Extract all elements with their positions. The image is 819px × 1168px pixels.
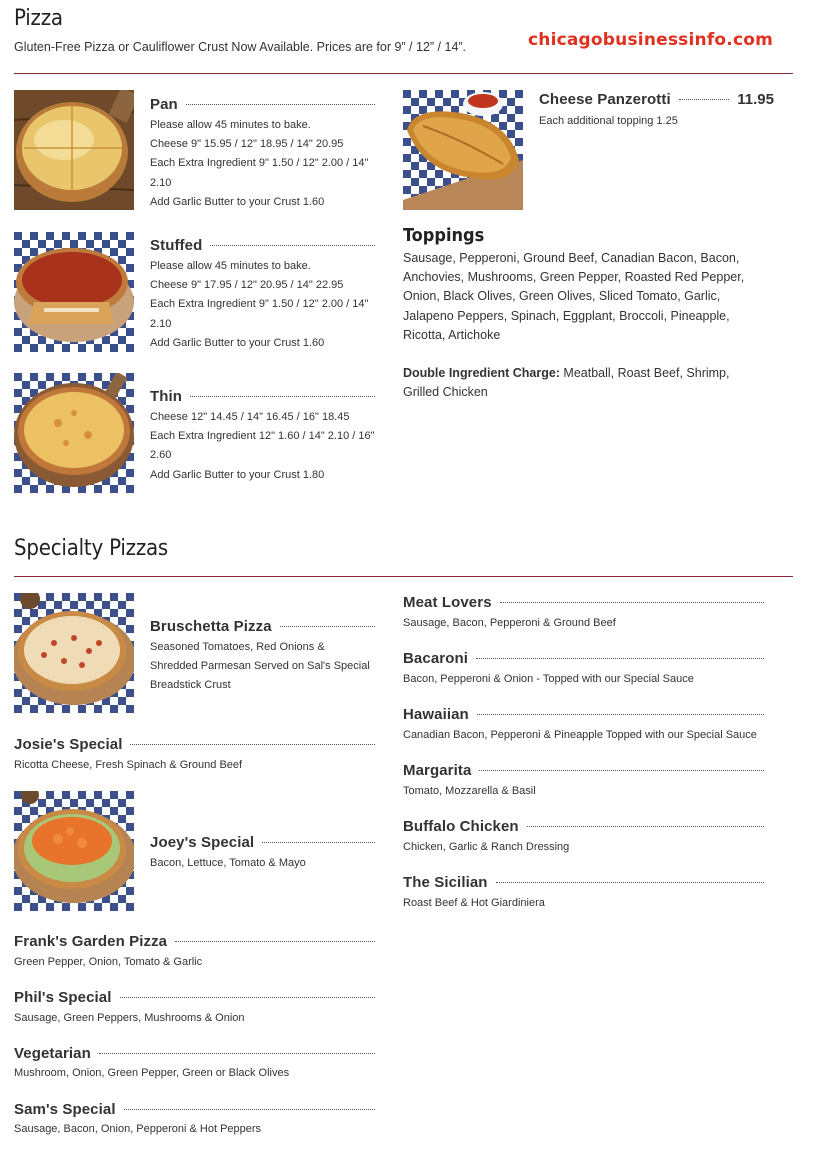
item-name: Buffalo Chicken — [403, 818, 519, 835]
menu-item-cheese-panzerotti — [539, 91, 774, 108]
bruschetta-description — [150, 638, 395, 696]
dot-leader — [210, 245, 375, 246]
bacaroni-description: Bacon, Pepperoni & Onion - Topped with our Special Sauce — [403, 673, 694, 685]
menu-item-bruschetta-pizza — [150, 618, 383, 635]
item-price: 11.95 — [737, 91, 774, 108]
menu-item-vegetarian — [14, 1045, 383, 1062]
dot-leader — [120, 997, 375, 998]
menu-item-sams-special — [14, 1101, 383, 1118]
menu-item-hawaiian — [403, 706, 772, 723]
item-name: Pan — [150, 96, 178, 113]
toppings-line: Onion, Black Olives, Green Olives, Sliced Tomato, Garlic, — [403, 289, 721, 304]
phils-special-description: Sausage, Green Peppers, Mushrooms & Onion — [14, 1012, 245, 1024]
desc-line: Each Extra Ingredient 9" 1.50 / 12" 2.00 / 14" — [150, 157, 369, 170]
specialty-section-divider — [14, 576, 793, 577]
desc-line: Each Extra Ingredient 9" 1.50 / 12" 2.00 / 14" — [150, 298, 369, 311]
menu-item-josies-special — [14, 736, 383, 753]
menu-item-margarita — [403, 762, 772, 779]
desc-line: Please allow 45 minutes to bake. — [150, 119, 311, 131]
thin-pizza-photo — [14, 373, 134, 493]
item-name: Phil's Special — [14, 989, 112, 1006]
pan-pizza-photo — [14, 90, 134, 210]
josies-special-description: Ricotta Cheese, Fresh Spinach & Ground Beef — [14, 759, 243, 771]
meat-lovers-description: Sausage, Bacon, Pepperoni & Ground Beef — [403, 617, 616, 629]
item-name: The Sicilian — [403, 874, 488, 891]
desc-line: 2.60 — [150, 449, 172, 462]
menu-item-joeys-special — [150, 834, 383, 851]
menu-item-stuffed — [150, 237, 383, 254]
menu-item-buffalo-chicken — [403, 818, 772, 835]
desc-line: Cheese 12" 14.45 / 14" 16.45 / 16" 18.45 — [150, 411, 350, 423]
item-name: Sam's Special — [14, 1101, 116, 1118]
panzerotti-photo — [403, 90, 523, 210]
item-name: Josie's Special — [14, 736, 123, 753]
dot-leader — [124, 1109, 375, 1110]
vegetarian-description: Mushroom, Onion, Green Pepper, Green or Black Olives — [14, 1067, 290, 1079]
dot-leader — [186, 104, 375, 105]
item-name: Meat Lovers — [403, 594, 492, 611]
item-name: Vegetarian — [14, 1045, 91, 1062]
site-watermark[interactable]: chicagobusinessinfo.com — [528, 30, 774, 50]
desc-line: Cheese 9" 15.95 / 12" 18.95 / 14" 20.95 — [150, 138, 344, 151]
desc-line: Breadstick Crust — [150, 679, 231, 692]
menu-item-bacaroni — [403, 650, 772, 667]
dot-leader — [679, 99, 730, 100]
desc-line: Shredded Parmesan Served on Sal's Special — [150, 660, 370, 673]
desc-line: 2.10 — [150, 317, 172, 330]
toppings-list — [403, 249, 783, 345]
pizza-section-divider — [14, 73, 793, 74]
menu-item-franks-garden-pizza — [14, 933, 383, 950]
menu-item-pan — [150, 96, 383, 113]
specialty-section-title: Specialty Pizzas — [14, 536, 169, 561]
dot-leader — [99, 1053, 375, 1054]
desc-line: Cheese 9" 17.95 / 12" 20.95 / 14" 22.95 — [150, 279, 344, 292]
panzerotti-description: Each additional topping 1.25 — [539, 115, 678, 127]
double-ingredient-label: Double Ingredient Charge: — [403, 366, 560, 380]
item-name: Bacaroni — [403, 650, 468, 667]
toppings-line: Ricotta, Artichoke — [403, 327, 501, 342]
desc-line: Add Garlic Butter to your Crust 1.60 — [150, 336, 325, 349]
toppings-line: Anchovies, Mushrooms, Green Pepper, Roasted Red Pepper, — [403, 270, 745, 285]
the-sicilian-description: Roast Beef & Hot Giardiniera — [403, 897, 545, 909]
margarita-description: Tomato, Mozzarella & Basil — [403, 785, 536, 797]
dot-leader — [500, 602, 764, 603]
dot-leader — [130, 744, 375, 745]
pizza-section-title: Pizza — [14, 6, 63, 31]
joeys-special-photo — [14, 791, 134, 911]
thin-description — [150, 408, 395, 485]
toppings-line: Jalapeno Peppers, Spinach, Eggplant, Broccoli, Pineapple, — [403, 308, 730, 323]
item-name: Bruschetta Pizza — [150, 618, 272, 635]
dot-leader — [190, 396, 375, 397]
dot-leader — [477, 714, 764, 715]
pizza-section-subtitle: Gluten-Free Pizza or Cauliflower Crust Now Available. Prices are for 9” / 12” / 14”. — [14, 40, 467, 54]
stuffed-description — [150, 257, 395, 353]
toppings-line: Sausage, Pepperoni, Ground Beef, Canadian Bacon, Bacon, — [403, 251, 740, 265]
bruschetta-pizza-photo — [14, 593, 134, 713]
stuffed-pizza-photo — [14, 232, 134, 352]
dot-leader — [280, 626, 375, 627]
buffalo-chicken-description: Chicken, Garlic & Ranch Dressing — [403, 841, 570, 853]
item-name: Stuffed — [150, 237, 203, 254]
desc-line: Add Garlic Butter to your Crust 1.80 — [150, 468, 325, 481]
item-name: Frank's Garden Pizza — [14, 933, 168, 950]
item-name: Joey's Special — [150, 834, 255, 851]
double-ingredient-items-2: Grilled Chicken — [403, 385, 488, 400]
desc-line: 2.10 — [150, 176, 172, 189]
item-name: Thin — [150, 388, 183, 405]
item-name: Margarita — [403, 762, 472, 779]
menu-item-the-sicilian — [403, 874, 772, 891]
joeys-special-description: Bacon, Lettuce, Tomato & Mayo — [150, 857, 306, 869]
franks-garden-description: Green Pepper, Onion, Tomato & Garlic — [14, 956, 203, 968]
dot-leader — [262, 842, 375, 843]
menu-item-thin — [150, 388, 383, 405]
double-ingredient-charge — [403, 364, 783, 402]
sams-special-description: Sausage, Bacon, Onion, Pepperoni & Hot Peppers — [14, 1123, 262, 1135]
dot-leader — [496, 882, 764, 883]
item-name: Cheese Panzerotti — [539, 91, 671, 108]
dot-leader — [527, 826, 764, 827]
dot-leader — [479, 770, 764, 771]
desc-line: Seasoned Tomatoes, Red Onions & — [150, 641, 325, 653]
desc-line: Please allow 45 minutes to bake. — [150, 260, 311, 272]
pan-description — [150, 116, 395, 212]
double-ingredient-items: Meatball, Roast Beef, Shrimp, — [559, 366, 730, 380]
desc-line: Each Extra Ingredient 12" 1.60 / 14" 2.10 / 16" — [150, 430, 375, 443]
item-name: Hawaiian — [403, 706, 469, 723]
menu-item-phils-special — [14, 989, 383, 1006]
dot-leader — [175, 941, 375, 942]
toppings-title: Toppings — [403, 225, 485, 246]
menu-item-meat-lovers — [403, 594, 772, 611]
hawaiian-description: Canadian Bacon, Pepperoni & Pineapple Topped with our Special Sauce — [403, 729, 757, 741]
desc-line: Add Garlic Butter to your Crust 1.60 — [150, 195, 325, 208]
dot-leader — [476, 658, 764, 659]
